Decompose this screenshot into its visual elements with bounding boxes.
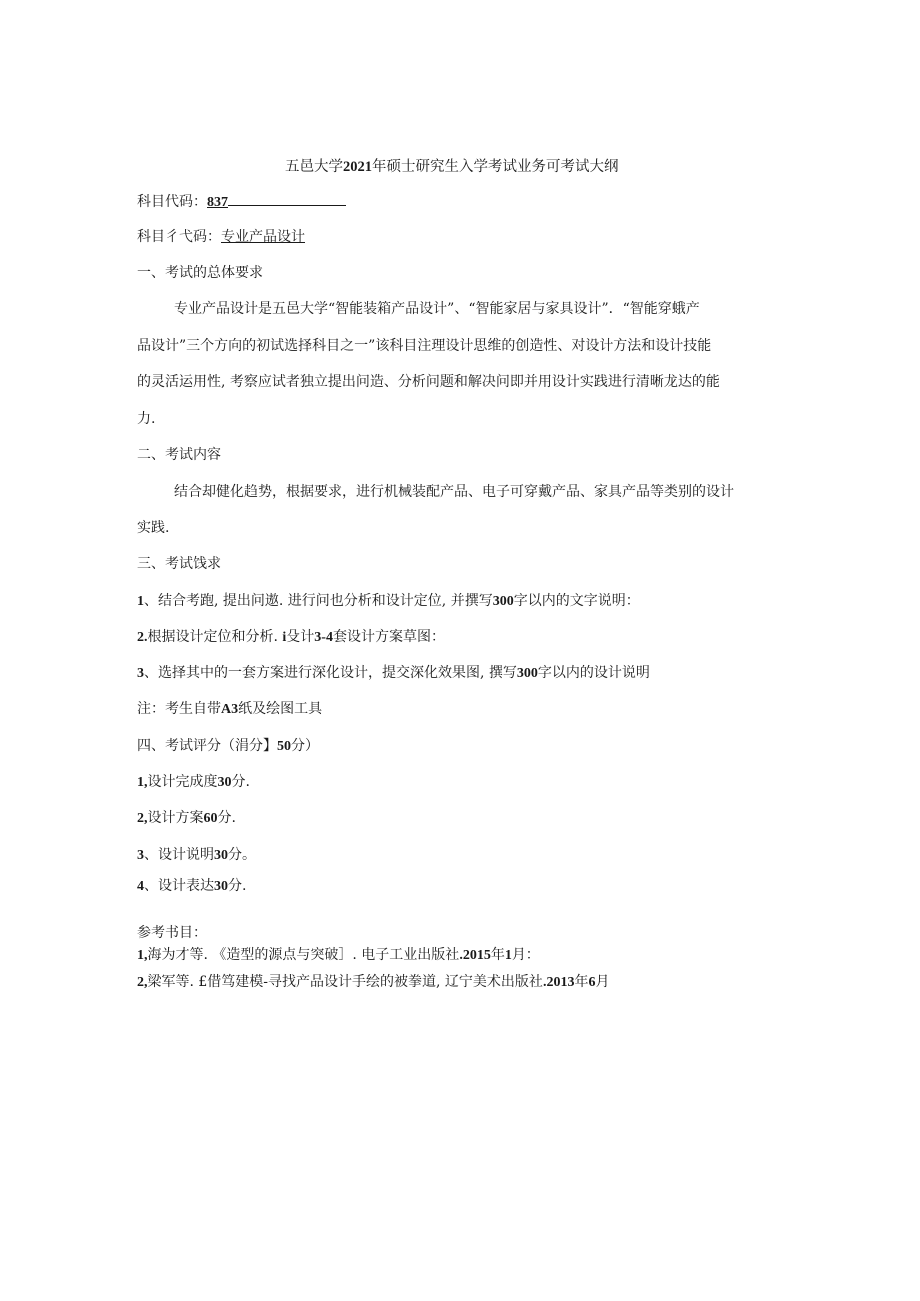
section2-heading: 二、考试内容 xyxy=(137,447,221,463)
title-text: 五邑大学 xyxy=(285,159,343,175)
subject-name-label: 科目彳弋码： xyxy=(137,229,221,245)
score-item xyxy=(137,846,256,865)
heading-text-post: 分） xyxy=(291,738,319,754)
section1-line: 力. xyxy=(137,411,156,427)
score-item xyxy=(137,773,250,792)
item-number: 4 xyxy=(137,879,144,894)
section1-line: 品设计”三个方向的初试选择科目之一”该科目注理设计思维的创造性、对设计方法和设计技能 xyxy=(137,338,712,354)
item-bold: 30 xyxy=(214,879,228,894)
item-text: 选择其中的一套方案进行深化设计，提交深化效果图, 撰写 xyxy=(158,665,517,681)
subject-name-value: 专业产品设计 xyxy=(221,229,305,245)
references-heading: 参考书目： xyxy=(137,925,207,941)
item-number: 3 xyxy=(137,666,144,681)
item-number: 1 xyxy=(137,594,144,609)
item-text-post: 字以内的文字说明： xyxy=(513,593,640,609)
item-sep: 、 xyxy=(144,847,158,863)
item-bold: 3-4 xyxy=(314,630,333,645)
section1-heading: 一、考试的总体要求 xyxy=(137,265,263,281)
title-year: 2021 xyxy=(343,159,372,175)
item-text: 设计完成度 xyxy=(147,774,218,790)
underline-blank xyxy=(228,191,346,206)
note-text: 注：考生自带 xyxy=(137,701,221,717)
ref-text-mid: 年 xyxy=(490,947,505,963)
item-text: 设计表达 xyxy=(158,878,214,894)
heading-bold: 50 xyxy=(277,739,291,754)
ref-text-post: 月 xyxy=(595,974,610,990)
ref-number: 1, xyxy=(137,948,148,963)
item-text: 根据设计定位和分析. xyxy=(147,629,283,645)
item-text: 设计说明 xyxy=(158,847,214,863)
item-text-post: 分. xyxy=(228,878,247,894)
requirement-item xyxy=(137,628,445,647)
item-text-post: 字以内的设计说明 xyxy=(537,665,650,681)
ref-number: 2, xyxy=(137,975,148,990)
title-text-rest: 年硕士研究生入学考试业务可考试大纲 xyxy=(372,159,619,175)
document-title xyxy=(285,158,619,176)
note-bold: A3 xyxy=(221,702,239,717)
item-number: 2. xyxy=(137,630,148,645)
score-item xyxy=(137,877,246,896)
subject-code-value: 837 xyxy=(207,195,228,210)
note-text-post: 纸及绘图工具 xyxy=(238,701,323,717)
item-bold: 30 xyxy=(217,775,232,790)
item-bold: 300 xyxy=(492,594,514,609)
reference-item xyxy=(137,946,540,965)
subject-name-row xyxy=(137,228,305,246)
item-text-post: 套设计方案草图： xyxy=(332,629,445,645)
item-bold: 300 xyxy=(516,666,538,681)
section1-line: 的灵活运用性, 考察应试者独立提出问造、分析问题和解决问即并用设计实践进行清晰龙达的能 xyxy=(137,374,720,390)
section1-line: 专业产品设计是五邑大学“智能装箱产品设计”、“智能家居与家具设计”．“智能穿蛾产 xyxy=(174,301,700,317)
ref-text-post: 月： xyxy=(511,947,540,963)
score-item xyxy=(137,809,236,828)
item-sep: 、 xyxy=(144,665,158,681)
reference-item xyxy=(137,973,609,992)
ref-year: .2015 xyxy=(459,948,491,963)
item-bold: 30 xyxy=(214,848,228,863)
item-text: 结合考跑, 提出问遨. 进行问也分析和设计定位, 并撰写 xyxy=(158,593,493,609)
heading-text: 四、考试评分（涓分】 xyxy=(137,738,277,754)
item-bold: 60 xyxy=(203,811,218,826)
ref-month: 6 xyxy=(588,975,596,990)
item-sep: 、 xyxy=(144,593,158,609)
ref-year: .2013 xyxy=(542,975,575,990)
item-text-post: 分. xyxy=(217,810,236,826)
item-text-post: 分。 xyxy=(228,847,256,863)
subject-code-label: 科目代码： xyxy=(137,194,207,210)
requirement-item xyxy=(137,664,650,683)
section2-line: 实践. xyxy=(137,520,170,536)
section4-heading xyxy=(137,737,319,756)
item-number: 1, xyxy=(137,775,148,790)
requirement-item xyxy=(137,592,640,611)
ref-text: 海为才等. 《造型的源点与突破］. 电子工业出版社 xyxy=(147,947,460,963)
ref-month: 1 xyxy=(504,948,512,963)
item-text-post: 分. xyxy=(231,774,250,790)
section3-heading: 三、考试饯求 xyxy=(137,556,221,572)
item-bold: i xyxy=(282,630,287,645)
item-number: 2, xyxy=(137,811,148,826)
item-text: 设计方案 xyxy=(147,810,204,826)
note xyxy=(137,700,322,719)
item-sep: 、 xyxy=(144,878,158,894)
subject-code-row xyxy=(137,191,346,212)
item-number: 3 xyxy=(137,848,144,863)
ref-text: 梁军等. £借笃建模-寻找产品设计手绘的被拳道, 辽宁美术出版社 xyxy=(147,974,543,990)
ref-text-mid: 年 xyxy=(574,974,589,990)
section2-line: 结合却健化趋势，根据要求，进行机械装配产品、电子可穿戴产品、家具产品等类别的设计 xyxy=(174,484,734,500)
item-text-mid: 殳计 xyxy=(286,629,315,645)
